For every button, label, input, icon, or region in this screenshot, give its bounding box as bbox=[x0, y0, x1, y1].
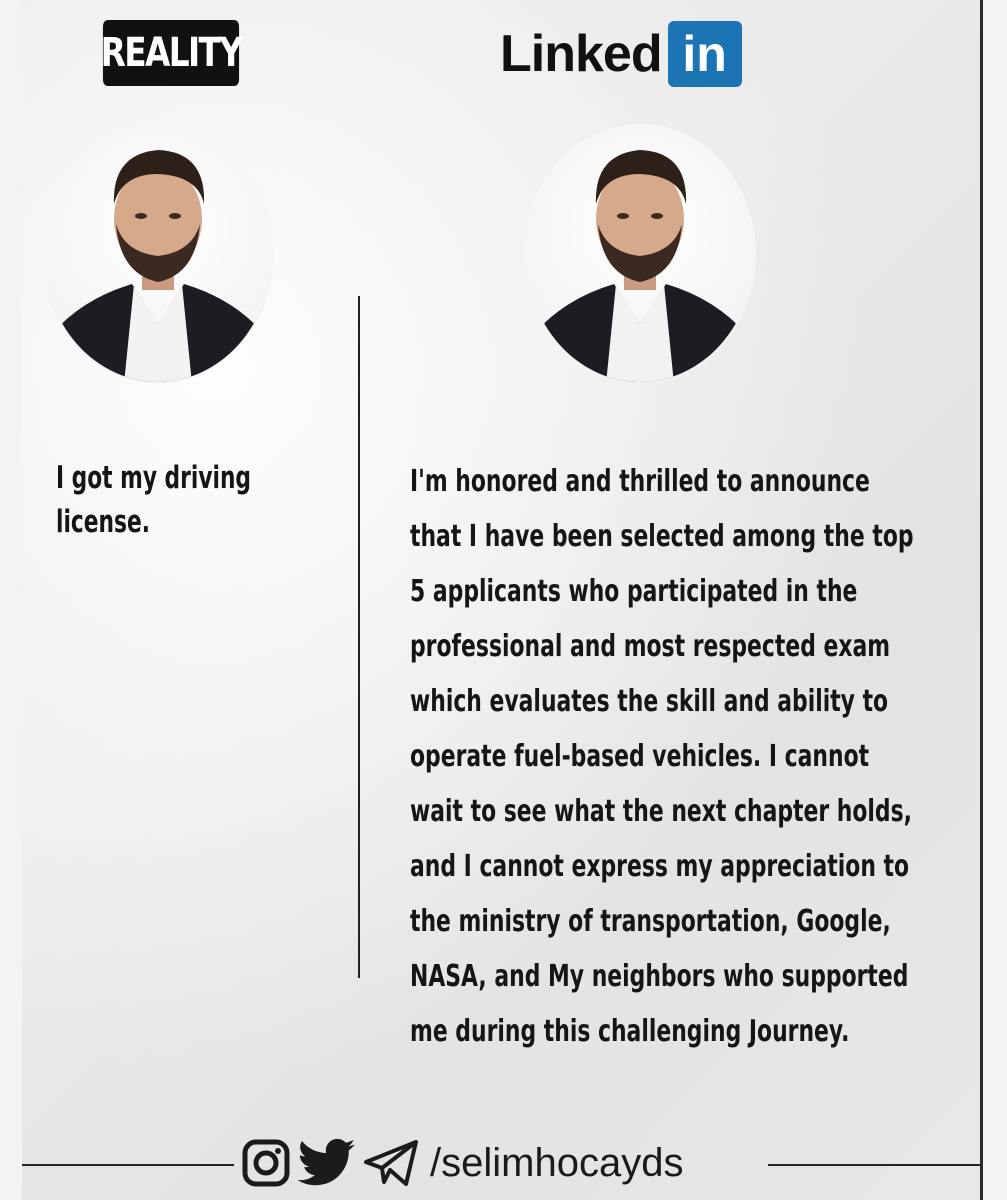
text-line: professional and most respected exam bbox=[410, 629, 891, 664]
footer-rule-left bbox=[22, 1164, 234, 1166]
text-line: wait to see what the next chapter holds, bbox=[410, 794, 912, 829]
text-line: the ministry of transportation, Google, bbox=[410, 904, 891, 939]
text-line: I got my driving bbox=[56, 460, 252, 496]
avatar-right bbox=[524, 124, 756, 384]
portrait-image bbox=[524, 124, 756, 384]
text-line: me during this challenging Journey. bbox=[410, 1014, 850, 1049]
text-line: license. bbox=[56, 504, 151, 540]
right-border bbox=[980, 0, 983, 1200]
text-line: NASA, and My neighbors who supported bbox=[410, 959, 909, 994]
linkedin-text bbox=[410, 454, 921, 1059]
text-line: which evaluates the skill and ability to bbox=[410, 684, 889, 719]
reality-badge bbox=[100, 20, 242, 86]
column-divider bbox=[358, 296, 360, 978]
twitter-icon[interactable] bbox=[298, 1138, 356, 1188]
linkedin-logo bbox=[500, 14, 742, 94]
linkedin-in-badge: in bbox=[668, 21, 742, 87]
text-line: 5 applicants who participated in the bbox=[410, 574, 858, 609]
linkedin-word: Linked bbox=[500, 25, 662, 83]
portrait-image bbox=[42, 124, 274, 384]
reality-label: REALITY bbox=[100, 30, 242, 76]
footer-rule-right bbox=[768, 1164, 980, 1166]
text-line: operate fuel-based vehicles. I cannot bbox=[410, 739, 870, 774]
telegram-icon[interactable] bbox=[362, 1138, 420, 1188]
social-footer bbox=[240, 1128, 683, 1198]
avatar-left bbox=[42, 124, 274, 384]
text-line: that I have been selected among the top bbox=[410, 519, 914, 554]
text-line: and I cannot express my appreciation to bbox=[410, 849, 910, 884]
reality-text bbox=[56, 456, 274, 544]
social-handle[interactable]: /selimhocayds bbox=[430, 1140, 684, 1185]
text-line: I'm honored and thrilled to announce bbox=[410, 464, 870, 499]
instagram-icon[interactable] bbox=[240, 1137, 292, 1189]
